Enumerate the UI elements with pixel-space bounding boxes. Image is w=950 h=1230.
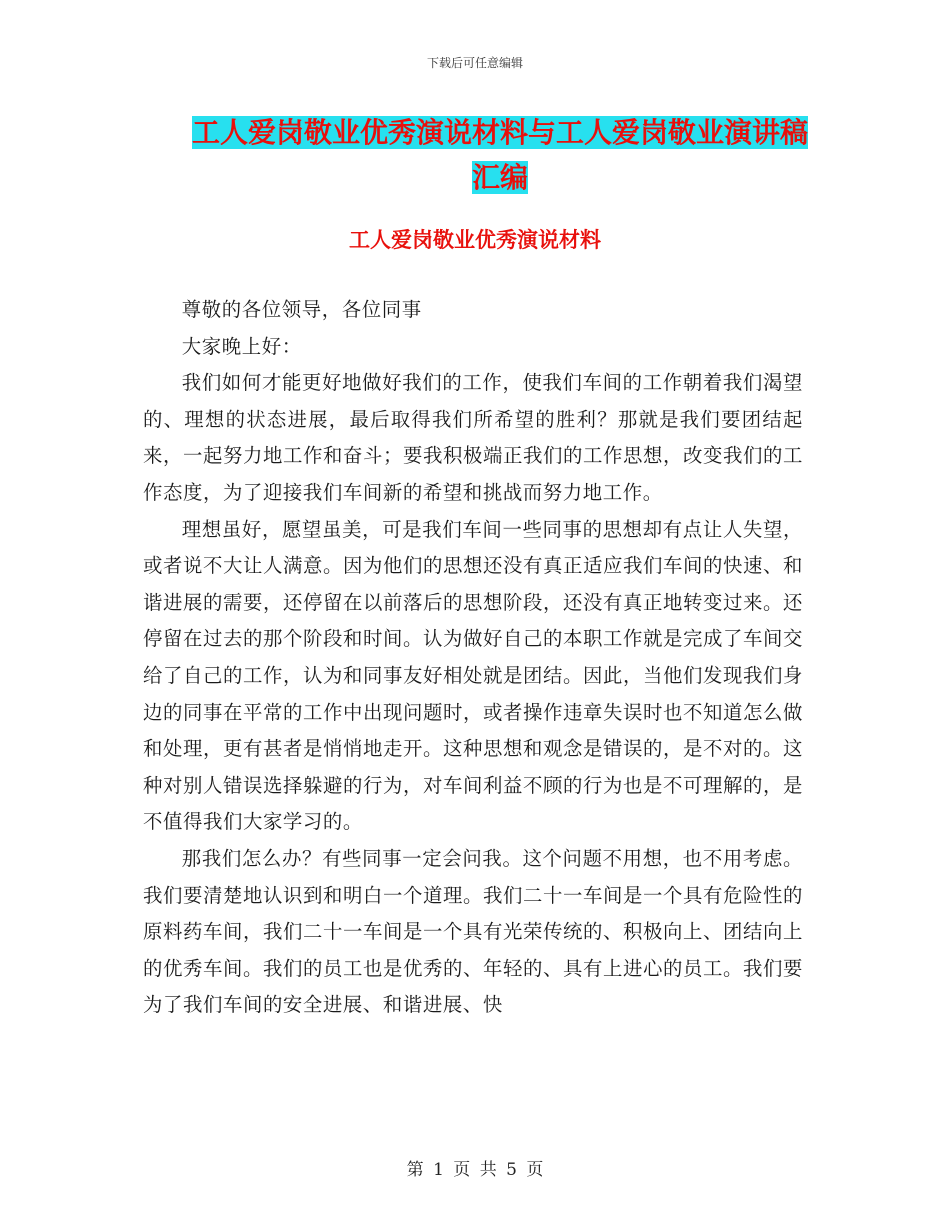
body-text <box>143 292 803 1024</box>
page-number: 第 1 页 共 5 页 <box>406 1160 544 1180</box>
salutation: 尊敬的各位领导，各位同事 <box>181 298 422 321</box>
header-note: 下载后可任意编辑 <box>426 56 523 70</box>
document-title-text: 工人爱岗敬业优秀演说材料与工人爱岗敬业演讲稿汇编 <box>191 116 808 194</box>
section-title: 工人爱岗敬业优秀演说材料 <box>349 228 601 252</box>
greeting: 大家晚上好： <box>181 334 302 358</box>
paragraph: 理想虽好，愿望虽美，可是我们车间一些同事的思想却有点让人失望，或者说不大让人满意。因为他们的思想还没有真正适应我们车间的快速、和谐进展的需要，还停留在以前落后的思想阶段，还没有真正地转变过来。还停留在过去的那个阶段和时间。认为做好自己的本职工作就是完成了车间交给了自己的工作，认为和同事友好相处就是团结。因此，当他们发现我们身边的同事在平常的工作中出现问题时，或者操作违章失误时也不知道怎么做和处理，更有甚者是悄悄地走开。这种思想和观念是错误的，是不对的。这种对别人错误选择躲避的行为，对车间利益不顾的行为也是不可理解的，是不值得我们大家学习的。 <box>143 517 803 834</box>
paragraph: 我们如何才能更好地做好我们的工作，使我们车间的工作朝着我们渴望的、理想的状态进展，最后取得我们所希望的胜利？那就是我们要团结起来，一起努力地工作和奋斗；要我积极端正我们的工作思想，改变我们的工作态度，为了迎接我们车间新的希望和挑战而努力地工作。 <box>143 371 803 504</box>
document-title <box>190 110 810 200</box>
paragraph: 那我们怎么办？有些同事一定会问我。这个问题不用想，也不用考虑。我们要清楚地认识到和明白一个道理。我们二十一车间是一个具有危险性的原料药车间，我们二十一车间是一个具有光荣传统的、积极向上、团结向上的优秀车间。我们的员工也是优秀的、年轻的、具有上进心的员工。我们要为了我们车间的安全进展、和谐进展、快 <box>143 846 803 1017</box>
